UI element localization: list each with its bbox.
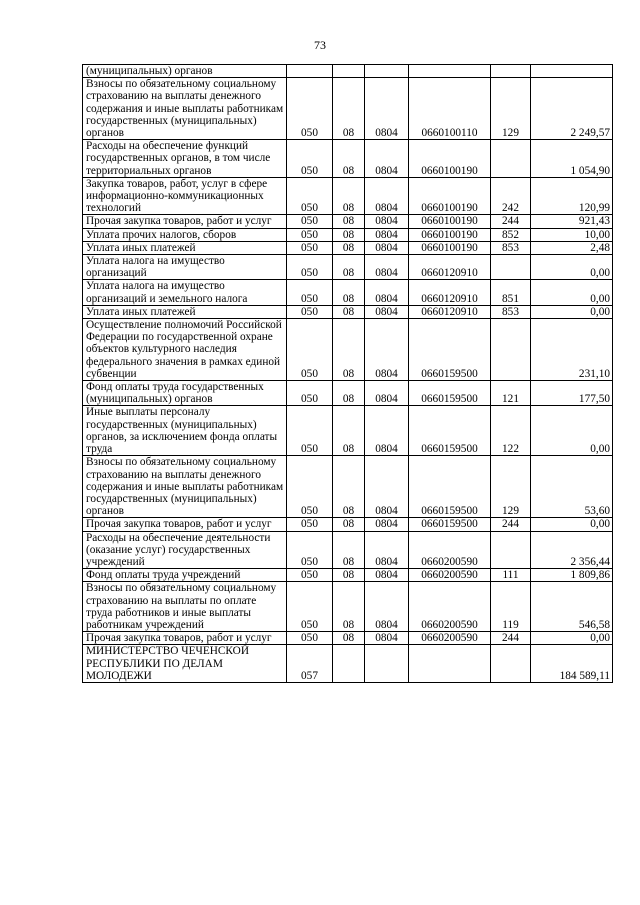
row-target-article: 0660120910 — [409, 280, 491, 305]
row-subsection: 0804 — [365, 140, 409, 178]
row-target-article: 0660159500 — [409, 381, 491, 406]
row-expense-type — [491, 645, 531, 683]
row-name: Взносы по обязательному социальному страхованию на выплаты денежного содержания и иные выплаты работникам государственных (муниципальных) органов — [83, 456, 287, 518]
row-subsection — [365, 65, 409, 78]
row-expense-type: 129 — [491, 78, 531, 140]
row-amount: 120,99 — [531, 177, 613, 215]
row-section: 08 — [333, 215, 365, 228]
row-amount: 0,00 — [531, 255, 613, 280]
row-expense-type — [491, 255, 531, 280]
row-expense-type: 244 — [491, 518, 531, 531]
row-grbs: 050 — [287, 319, 333, 381]
row-section: 08 — [333, 582, 365, 632]
row-name: Иные выплаты персоналу государственных (муниципальных) органов, за исключением фонда оплаты труда — [83, 406, 287, 456]
row-expense-type: 119 — [491, 582, 531, 632]
table-row — [83, 406, 613, 456]
row-target-article: 0660200590 — [409, 569, 491, 582]
row-target-article: 0660200590 — [409, 531, 491, 569]
row-grbs: 050 — [287, 255, 333, 280]
row-subsection: 0804 — [365, 215, 409, 228]
row-subsection: 0804 — [365, 582, 409, 632]
table-row — [83, 456, 613, 518]
row-name: Уплата прочих налогов, сборов — [83, 228, 287, 241]
row-subsection: 0804 — [365, 241, 409, 254]
row-grbs — [287, 65, 333, 78]
row-expense-type: 111 — [491, 569, 531, 582]
row-grbs: 050 — [287, 381, 333, 406]
table-row — [83, 319, 613, 381]
row-amount: 0,00 — [531, 518, 613, 531]
row-subsection: 0804 — [365, 305, 409, 318]
table-row — [83, 215, 613, 228]
row-amount: 0,00 — [531, 632, 613, 645]
row-target-article: 0660159500 — [409, 518, 491, 531]
row-grbs: 050 — [287, 531, 333, 569]
row-target-article: 0660200590 — [409, 582, 491, 632]
row-expense-type: 852 — [491, 228, 531, 241]
row-section: 08 — [333, 518, 365, 531]
row-target-article — [409, 65, 491, 78]
row-amount: 10,00 — [531, 228, 613, 241]
row-name: Прочая закупка товаров, работ и услуг — [83, 215, 287, 228]
row-name: (муниципальных) органов — [83, 65, 287, 78]
row-grbs: 050 — [287, 280, 333, 305]
row-section: 08 — [333, 140, 365, 178]
row-amount: 546,58 — [531, 582, 613, 632]
row-grbs: 050 — [287, 632, 333, 645]
table-row — [83, 569, 613, 582]
row-expense-type: 853 — [491, 241, 531, 254]
row-name: Расходы на обеспечение деятельности (оказание услуг) государственных учреждений — [83, 531, 287, 569]
row-section — [333, 65, 365, 78]
row-name: Фонд оплаты труда государственных (муниципальных) органов — [83, 381, 287, 406]
row-name: МИНИСТЕРСТВО ЧЕЧЕНСКОЙ РЕСПУБЛИКИ ПО ДЕЛАМ МОЛОДЕЖИ — [83, 645, 287, 683]
table-row — [83, 531, 613, 569]
row-amount: 1 054,90 — [531, 140, 613, 178]
row-amount: 921,43 — [531, 215, 613, 228]
row-target-article: 0660100110 — [409, 78, 491, 140]
row-amount: 2 356,44 — [531, 531, 613, 569]
row-target-article: 0660159500 — [409, 456, 491, 518]
row-grbs: 050 — [287, 456, 333, 518]
row-expense-type: 129 — [491, 456, 531, 518]
row-name: Фонд оплаты труда учреждений — [83, 569, 287, 582]
row-target-article: 0660159500 — [409, 406, 491, 456]
row-amount: 0,00 — [531, 305, 613, 318]
row-target-article: 0660100190 — [409, 177, 491, 215]
table-row — [83, 228, 613, 241]
table-row — [83, 140, 613, 178]
row-section: 08 — [333, 319, 365, 381]
row-section: 08 — [333, 569, 365, 582]
row-name: Прочая закупка товаров, работ и услуг — [83, 518, 287, 531]
row-section: 08 — [333, 78, 365, 140]
row-grbs: 050 — [287, 582, 333, 632]
row-grbs: 050 — [287, 140, 333, 178]
row-subsection: 0804 — [365, 632, 409, 645]
row-section: 08 — [333, 406, 365, 456]
row-section: 08 — [333, 228, 365, 241]
row-expense-type — [491, 140, 531, 178]
table-row — [83, 255, 613, 280]
row-expense-type: 121 — [491, 381, 531, 406]
budget-table — [82, 64, 613, 683]
row-subsection: 0804 — [365, 319, 409, 381]
row-grbs: 050 — [287, 406, 333, 456]
row-section: 08 — [333, 305, 365, 318]
row-subsection: 0804 — [365, 531, 409, 569]
row-amount: 184 589,11 — [531, 645, 613, 683]
row-name: Уплата налога на имущество организаций и земельного налога — [83, 280, 287, 305]
row-name: Уплата иных платежей — [83, 305, 287, 318]
row-amount — [531, 65, 613, 78]
row-subsection: 0804 — [365, 456, 409, 518]
table-row — [83, 241, 613, 254]
row-amount: 177,50 — [531, 381, 613, 406]
table-row — [83, 518, 613, 531]
row-grbs: 050 — [287, 177, 333, 215]
table-row — [83, 582, 613, 632]
row-subsection: 0804 — [365, 78, 409, 140]
row-grbs: 050 — [287, 215, 333, 228]
row-target-article: 0660100190 — [409, 215, 491, 228]
row-expense-type — [491, 531, 531, 569]
row-amount: 53,60 — [531, 456, 613, 518]
row-grbs: 050 — [287, 305, 333, 318]
row-name: Взносы по обязательному социальному страхованию на выплаты денежного содержания и иные выплаты работникам государственных (муниципальных) органов — [83, 78, 287, 140]
row-target-article: 0660100190 — [409, 228, 491, 241]
row-name: Взносы по обязательному социальному страхованию на выплаты по оплате труда работников и иные выплаты работникам учреждений — [83, 582, 287, 632]
row-section — [333, 645, 365, 683]
row-grbs: 050 — [287, 518, 333, 531]
row-target-article: 0660100190 — [409, 140, 491, 178]
row-target-article: 0660120910 — [409, 305, 491, 318]
row-grbs: 050 — [287, 228, 333, 241]
row-section: 08 — [333, 531, 365, 569]
row-expense-type: 122 — [491, 406, 531, 456]
row-subsection: 0804 — [365, 518, 409, 531]
table-row — [83, 280, 613, 305]
row-section: 08 — [333, 381, 365, 406]
table-row — [83, 177, 613, 215]
row-section: 08 — [333, 632, 365, 645]
row-amount: 0,00 — [531, 406, 613, 456]
row-amount: 1 809,86 — [531, 569, 613, 582]
row-subsection — [365, 645, 409, 683]
row-name: Осуществление полномочий Российской Федерации по государственной охране объектов культурного наследия федерального значения в рамках единой субвенции — [83, 319, 287, 381]
row-amount: 0,00 — [531, 280, 613, 305]
row-subsection: 0804 — [365, 406, 409, 456]
row-target-article: 0660100190 — [409, 241, 491, 254]
row-amount: 231,10 — [531, 319, 613, 381]
row-expense-type — [491, 319, 531, 381]
row-amount: 2,48 — [531, 241, 613, 254]
row-expense-type: 242 — [491, 177, 531, 215]
table-row — [83, 645, 613, 683]
row-target-article — [409, 645, 491, 683]
row-section: 08 — [333, 456, 365, 518]
row-target-article: 0660200590 — [409, 632, 491, 645]
row-name: Расходы на обеспечение функций государственных органов, в том числе территориальных органов — [83, 140, 287, 178]
row-subsection: 0804 — [365, 381, 409, 406]
row-section: 08 — [333, 280, 365, 305]
table-row — [83, 305, 613, 318]
row-section: 08 — [333, 255, 365, 280]
row-target-article: 0660120910 — [409, 255, 491, 280]
table-row — [83, 65, 613, 78]
row-expense-type — [491, 65, 531, 78]
row-grbs: 050 — [287, 78, 333, 140]
row-grbs: 050 — [287, 241, 333, 254]
row-section: 08 — [333, 241, 365, 254]
row-subsection: 0804 — [365, 569, 409, 582]
row-grbs: 057 — [287, 645, 333, 683]
row-grbs: 050 — [287, 569, 333, 582]
row-expense-type: 853 — [491, 305, 531, 318]
row-expense-type: 244 — [491, 215, 531, 228]
row-subsection: 0804 — [365, 280, 409, 305]
table-row — [83, 381, 613, 406]
table-row — [83, 78, 613, 140]
page-number: 73 — [314, 38, 326, 52]
row-subsection: 0804 — [365, 228, 409, 241]
row-name: Прочая закупка товаров, работ и услуг — [83, 632, 287, 645]
row-name: Уплата иных платежей — [83, 241, 287, 254]
row-name: Уплата налога на имущество организаций — [83, 255, 287, 280]
row-section: 08 — [333, 177, 365, 215]
row-expense-type: 851 — [491, 280, 531, 305]
table-row — [83, 632, 613, 645]
row-subsection: 0804 — [365, 255, 409, 280]
row-expense-type: 244 — [491, 632, 531, 645]
row-name: Закупка товаров, работ, услуг в сфере информационно-коммуникационных технологий — [83, 177, 287, 215]
row-target-article: 0660159500 — [409, 319, 491, 381]
row-subsection: 0804 — [365, 177, 409, 215]
row-amount: 2 249,57 — [531, 78, 613, 140]
